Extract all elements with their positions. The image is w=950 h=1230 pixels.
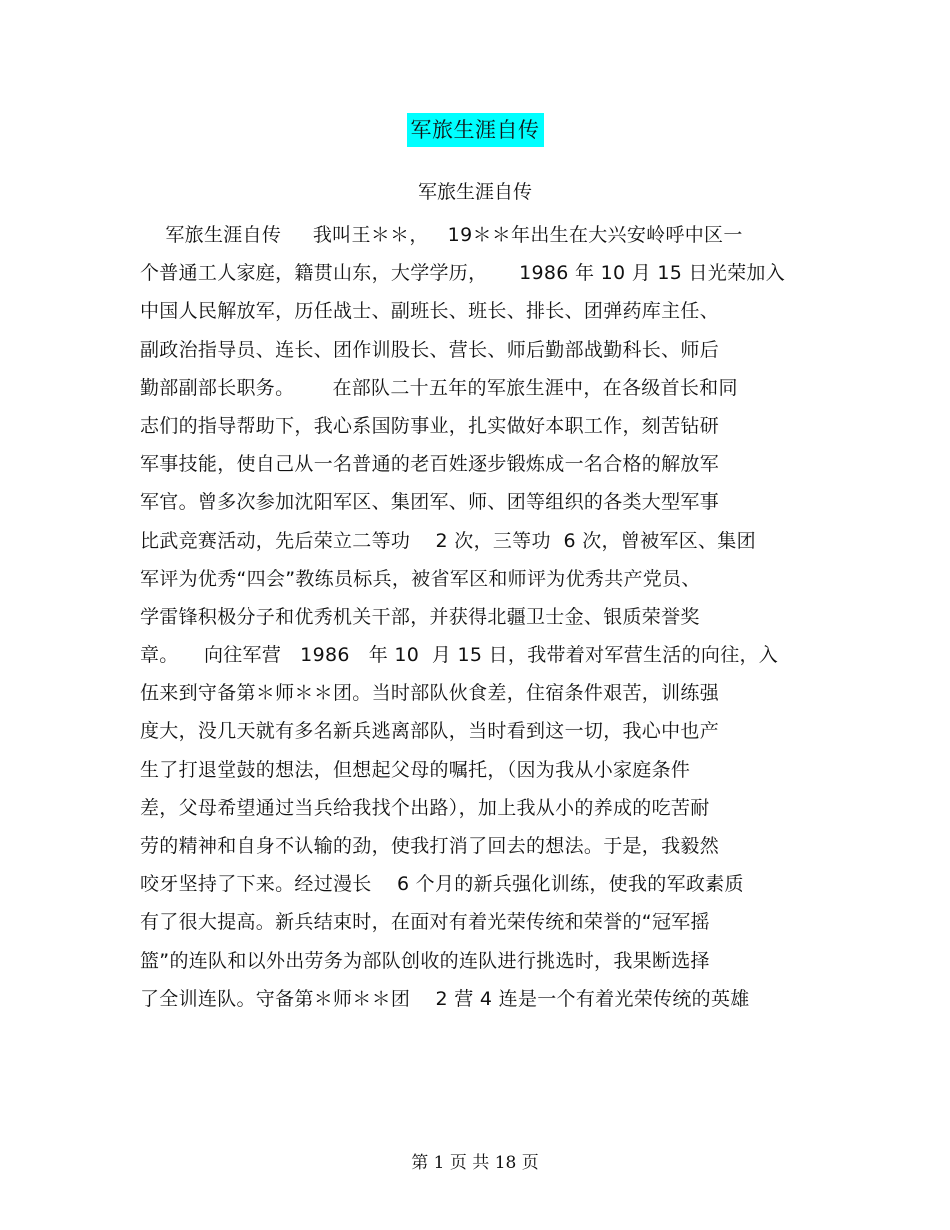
title-container	[0, 113, 950, 147]
body-line: 军官。曾多次参加沈阳军区、集团军、师、团等组织的各类大型军事	[140, 491, 720, 514]
body-line: 伍来到守备第＊师＊＊团。当时部队伙食差，住宿条件艰苦，训练强	[140, 682, 720, 705]
body-line: 比武竞赛活动，先后荣立二等功 2 次，三等功 6 次，曾被军区、集团	[140, 529, 756, 552]
body-line: 咬牙坚持了下来。经过漫长 6 个月的新兵强化训练，使我的军政素质	[140, 873, 744, 896]
body-text	[140, 219, 800, 1021]
body-line: 军旅生涯自传 我叫王＊＊， 19＊＊年出生在大兴安岭呼中区一	[140, 224, 743, 246]
body-line: 个普通工人家庭，籍贯山东，大学学历， 1986 年 10 月 15 日光荣加入	[140, 262, 786, 285]
document-subtitle: 军旅生涯自传	[417, 181, 532, 203]
body-line: 学雷锋积极分子和优秀机关干部，并获得北疆卫士金、银质荣誉奖	[140, 605, 700, 628]
body-line: 副政治指导员、连长、团作训股长、营长、师后勤部战勤科长、师后	[140, 338, 720, 361]
body-line: 篮”的连队和以外出劳务为部队创收的连队进行挑选时，我果断选择	[140, 949, 710, 972]
body-line: 劳的精神和自身不认输的劲，使我打消了回去的想法。于是，我毅然	[140, 835, 720, 857]
body-line: 差，父母希望通过当兵给我找个出路），加上我从小的养成的吃苦耐	[140, 796, 710, 819]
body-line: 军事技能，使自己从一名普通的老百姓逐步锻炼成一名合格的解放军	[140, 453, 720, 476]
body-line: 度大，没几天就有多名新兵逃离部队，当时看到这一切，我心中也产	[140, 720, 720, 743]
body-line: 章。 向往军营 1986 年 10 月 15 日，我带着对军营生活的向往，入	[140, 644, 779, 667]
body-line: 了全训连队。守备第＊师＊＊团 2 营 4 连是一个有着光荣传统的英雄	[140, 987, 750, 1010]
body-line: 勤部副部长职务。 在部队二十五年的军旅生涯中，在各级首长和同	[140, 376, 738, 399]
document-title: 军旅生涯自传	[407, 113, 544, 147]
body-line: 志们的指导帮助下，我心系国防事业，扎实做好本职工作，刻苦钻研	[140, 414, 720, 437]
body-line: 军评为优秀“四会”教练员标兵，被省军区和师评为优秀共产党员、	[140, 567, 701, 590]
body-line: 生了打退堂鼓的想法，但想起父母的嘱托，（因为我从小家庭条件	[140, 758, 691, 781]
page-footer: 第 1 页 共 18 页	[411, 1153, 539, 1173]
body-line: 有了很大提高。新兵结束时，在面对有着光荣传统和荣誉的“冠军摇	[140, 911, 710, 934]
body-line: 中国人民解放军，历任战士、副班长、班长、排长、团弹药库主任、	[140, 300, 720, 323]
